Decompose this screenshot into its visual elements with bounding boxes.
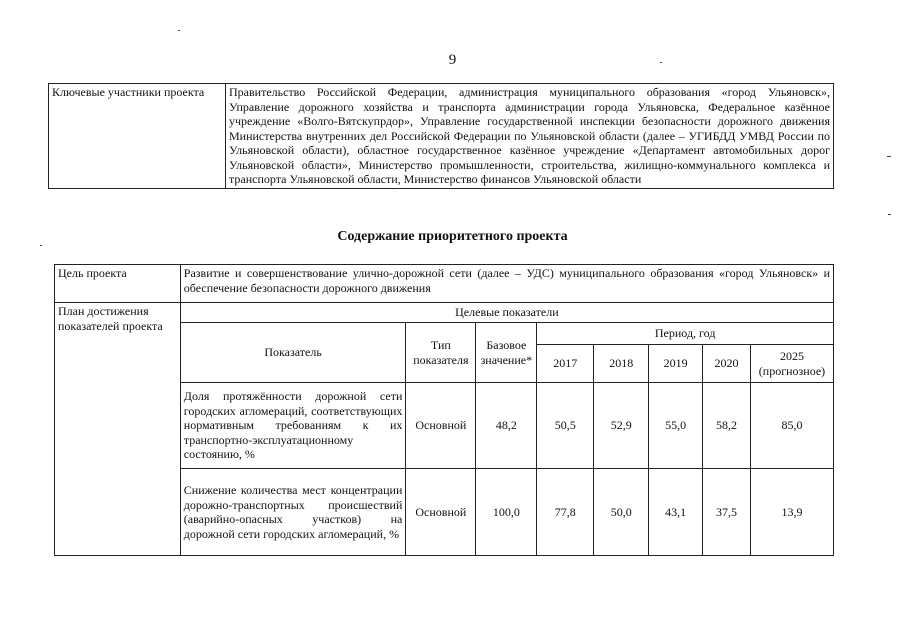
scan-speck — [887, 156, 891, 157]
base-cell: 48,2 — [476, 383, 537, 469]
scan-speck — [660, 62, 662, 63]
value-cell: 50,5 — [537, 383, 594, 469]
targets-header: Целевые показатели — [180, 303, 833, 323]
value-cell: 58,2 — [703, 383, 751, 469]
header-year: 2020 — [703, 345, 751, 383]
header-year: 2017 — [537, 345, 594, 383]
value-cell: 55,0 — [649, 383, 703, 469]
targets-header-row — [55, 303, 834, 323]
participants-text: Правительство Российской Федерации, администрация муниципального образования «город Ульяновск», Управление дорожного хозяйства и транспорта администрации города Ульяновска, Федеральное казённое учреждение «Волго-Вятскупрдор», Управление государственной инспекции безопасности дорожного движения Министерства внутренних дел Российской Федерации по Ульяновской области (далее – УГИБДД УМВД России по Ульяновской области), областное государственное казённое учреждение «Департамент автомобильных дорог Ульяновской области», Министерство промышленности, строительства, жилищно-коммунального комплекса и транспорта Ульяновской области, Министерство финансов Ульяновской области — [226, 84, 834, 189]
type-cell: Основной — [406, 383, 476, 469]
type-cell: Основной — [406, 469, 476, 556]
indicator-cell: Доля протяжённости дорожной сети городских агломераций, соответствующих нормативным требованиям к их транспортно-эксплуатационному состоянию, % — [180, 383, 406, 469]
project-content-table — [54, 264, 834, 556]
header-year: 2018 — [594, 345, 649, 383]
plan-label: План достижения показателей проекта — [55, 303, 181, 556]
page-number: 9 — [448, 52, 457, 68]
value-cell: 37,5 — [703, 469, 751, 556]
indicator-cell: Снижение количества мест концентрации дорожно-транспортных происшествий (аварийно-опасных участков) на дорожной сети городских агломераций, % — [180, 469, 406, 556]
participants-row — [49, 84, 834, 189]
header-base: Базовое значение* — [476, 323, 537, 383]
participants-label: Ключевые участники проекта — [49, 84, 226, 189]
section-title: Содержание приоритетного проекта — [337, 229, 568, 244]
header-year: 2025 (прогнозное) — [750, 345, 833, 383]
goal-text: Развитие и совершенствование улично-дорожной сети (далее – УДС) муниципального образования «город Ульяновск» и обеспечение безопасности дорожного движения — [180, 265, 833, 303]
base-cell: 100,0 — [476, 469, 537, 556]
header-year: 2019 — [649, 345, 703, 383]
value-cell: 13,9 — [750, 469, 833, 556]
participants-table — [48, 83, 834, 189]
scan-speck — [178, 30, 180, 31]
value-cell: 52,9 — [594, 383, 649, 469]
value-cell: 43,1 — [649, 469, 703, 556]
scan-speck — [888, 214, 891, 215]
value-cell: 77,8 — [537, 469, 594, 556]
goal-row — [55, 265, 834, 303]
header-indicator: Показатель — [180, 323, 406, 383]
goal-label: Цель проекта — [55, 265, 181, 303]
scan-speck — [40, 245, 42, 246]
header-type: Тип показателя — [406, 323, 476, 383]
value-cell: 50,0 — [594, 469, 649, 556]
value-cell: 85,0 — [750, 383, 833, 469]
header-period: Период, год — [537, 323, 834, 345]
